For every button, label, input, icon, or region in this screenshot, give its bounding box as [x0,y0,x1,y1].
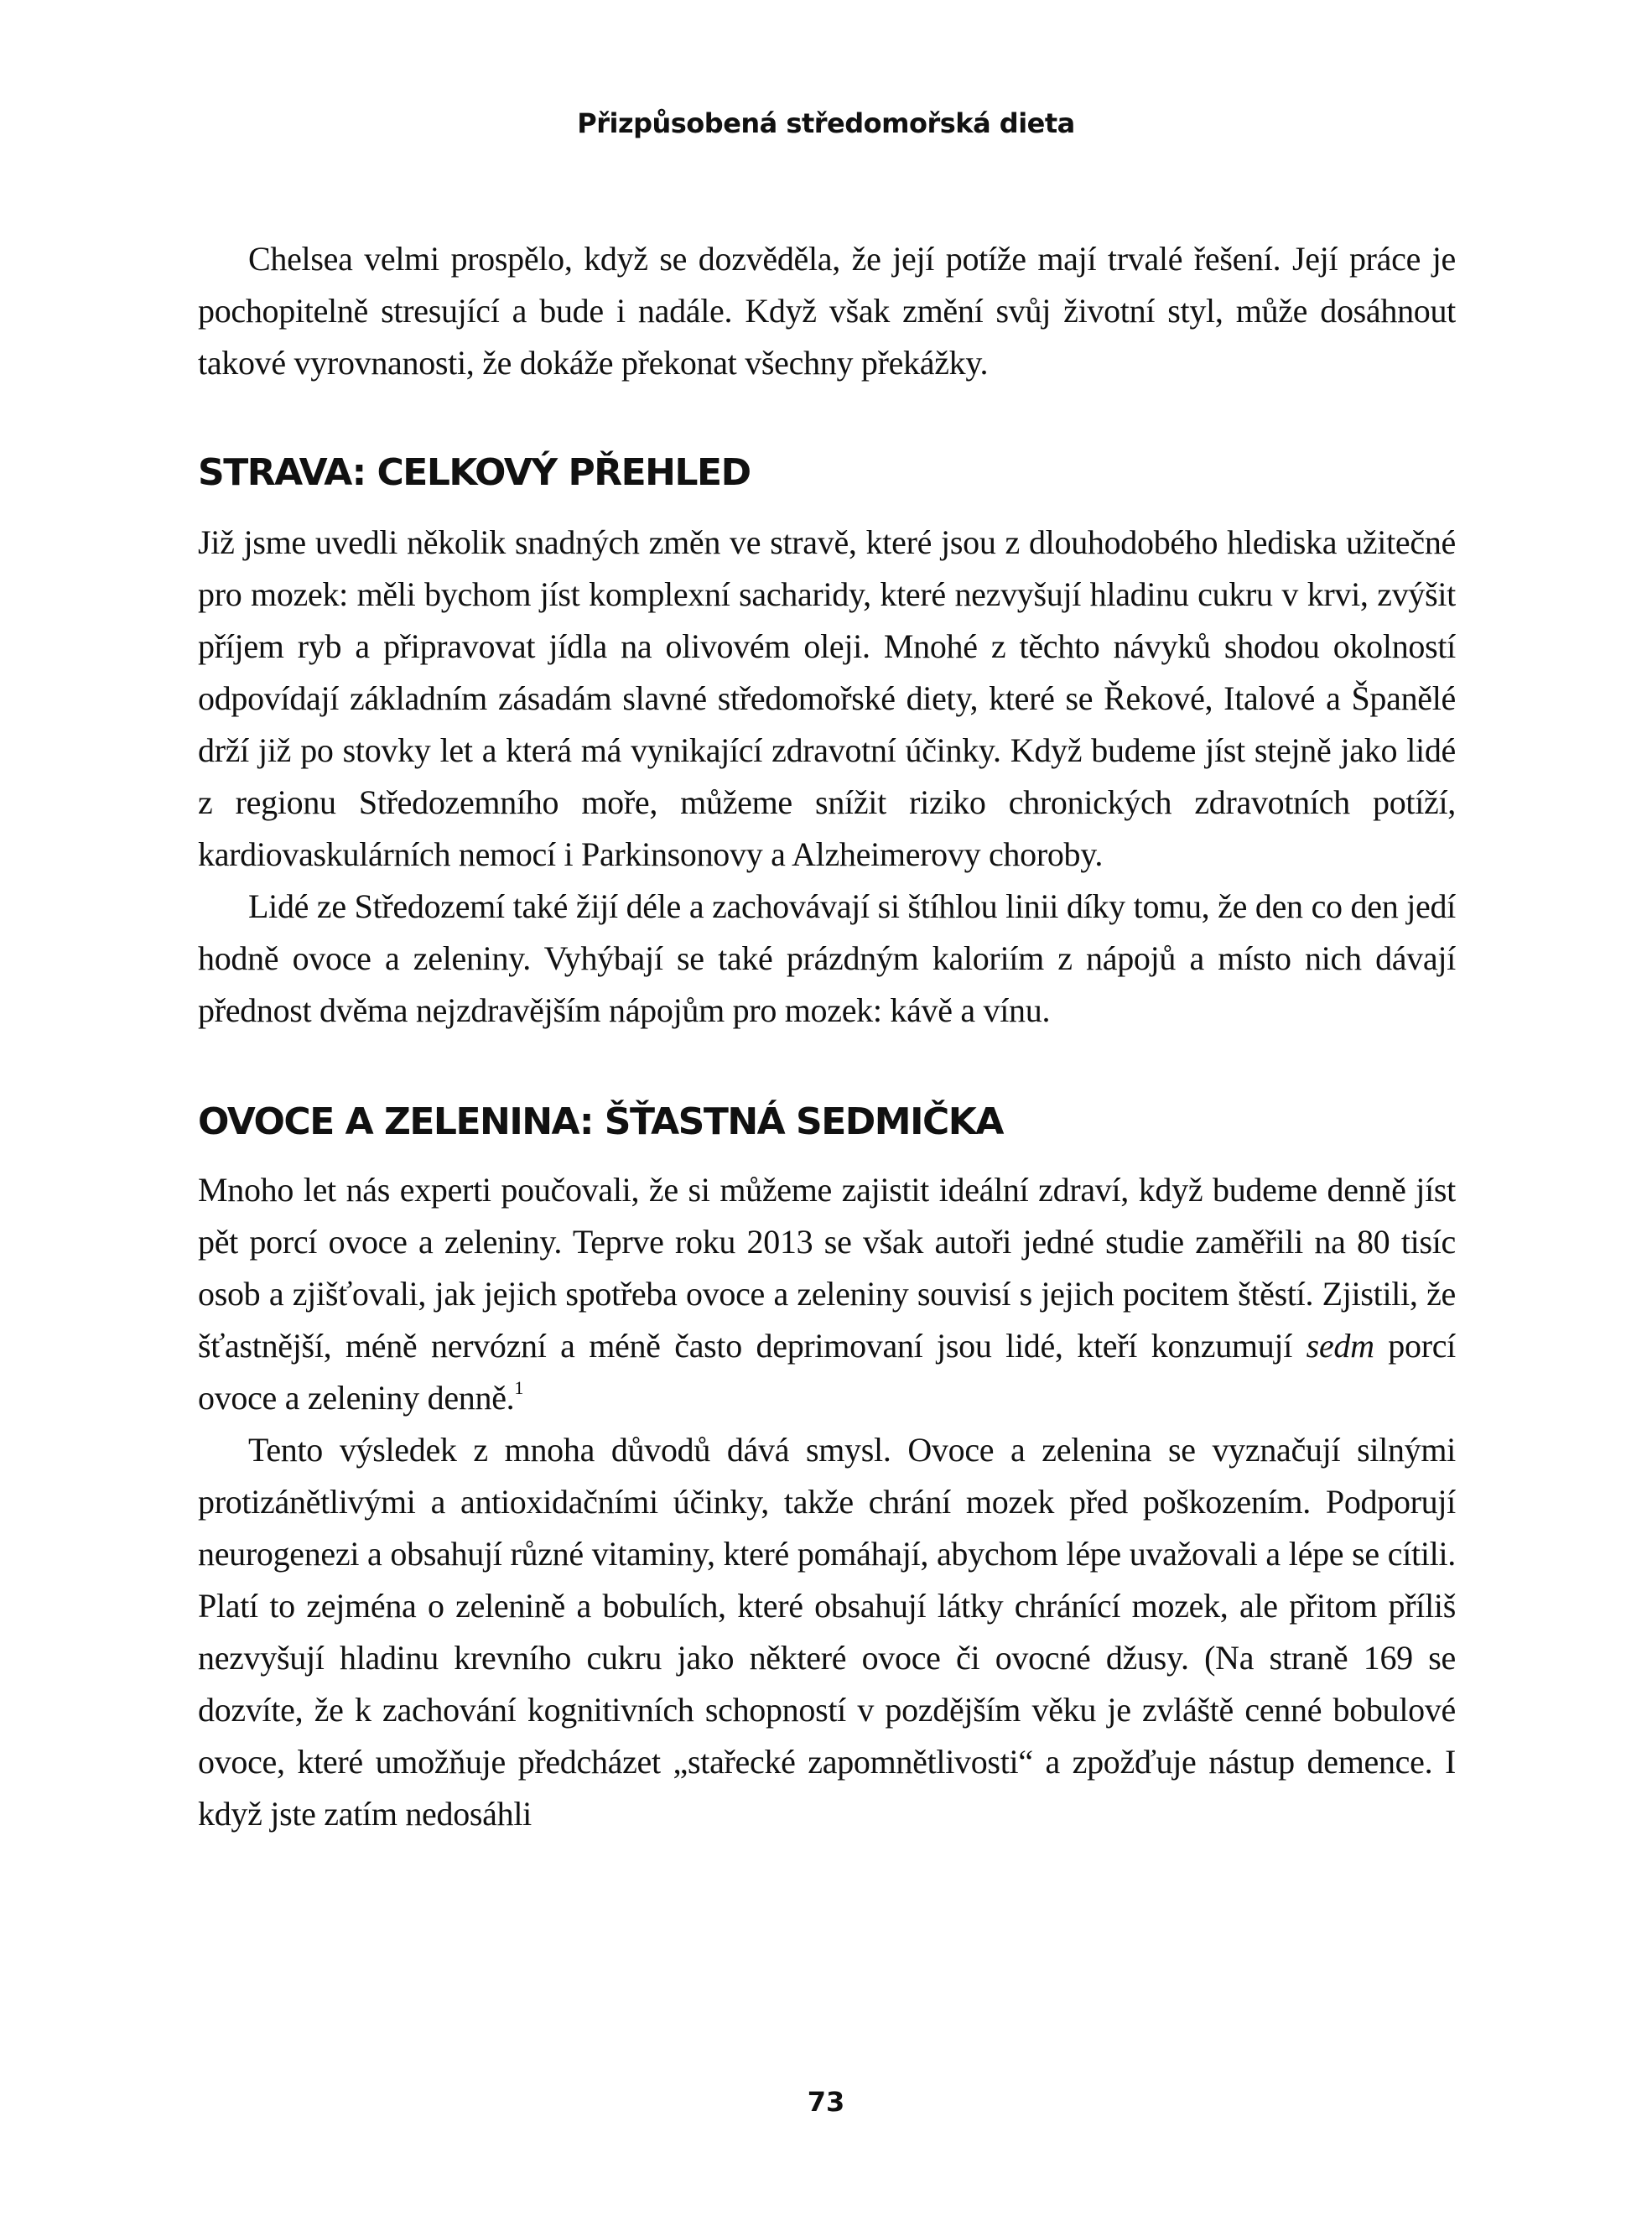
running-head: Přizpůsobená středomořská dieta [577,107,1075,139]
paragraph [198,1164,1456,1424]
page-number: 73 [807,2086,845,2118]
paragraph-text: porcí ovoce a zeleniny denně. [198,1327,1456,1417]
paragraph-text: Mnoho let nás experti poučovali, že si můžeme zajistit ideální zdraví, když budeme denně jíst pět porcí ovoce a zeleniny. Teprve roku 2013 se však autoři jedné studie zaměřili na 80 tisíc osob a zjišťovali, jak jejich spotřeba ovoce a zeleniny souvisí s jejich pocitem štěstí. Zjistili, že šťastnější, méně nervózní a méně často deprimovaní jsou lidé, kteří konzumují [198,1171,1456,1365]
paragraph: Tento výsledek z mnoha důvodů dává smysl. Ovoce a zelenina se vyznačují silnými protizánětlivými a antioxidačními účinky, takže chrání mozek před poškozením. Podporují neurogenezi a obsahují různé vitaminy, které pomáhají, abychom lépe uvažovali a lépe se cítili. Platí to zejména o zelenině a bobulích, které obsahují látky chránící mozek, ale přitom příliš nezvyšují hladinu krevního cukru jako některé ovoce či ovocné džusy. (Na straně 169 se dozvíte, že k zachování kognitivních schopností v pozdějším věku je zvláště cenné bobulové ovoce, které umožňuje předcházet „stařecké zapomnětlivosti“ a zpožďuje nástup demence. I když jste zatím nedosáhli [198,1431,1456,1833]
intro-paragraph: Chelsea velmi prospělo, když se dozvěděla, že její potíže mají trvalé řešení. Její práce je pochopitelně stresující a bude i nadále. Když však změní svůj životní styl, může dosáhnout takové vyrovnanosti, že dokáže překonat všechny překážky. [198,240,1456,382]
footnote-reference[interactable]: 1 [514,1377,524,1398]
paragraph: Již jsme uvedli několik snadných změn ve stravě, které jsou z dlouhodobého hlediska užitečné pro mozek: měli bychom jíst komplexní sacharidy, které nezvyšují hladinu cukru v krvi, zvýšit příjem ryb a připravovat jídla na olivovém oleji. Mnohé z těchto návyků shodou okolností odpovídají základním zásadám slavné středomořské diety, které se Řekové, Italové a Španělé drží již po stovky let a která má vynikající zdravotní účinky. Když budeme jíst stejně jako lidé z regionu Středozemního moře, můžeme snížit riziko chronických zdravotních potíží, kardiovaskulárních nemocí i Parkinsonovy a Alzheimerovy choroby. [198,523,1456,873]
page-body [198,233,1456,1840]
section-heading-ovoce: OVOCE A ZELENINA: ŠŤASTNÁ SEDMIČKA [198,1100,1003,1143]
paragraph: Lidé ze Středozemí také žijí déle a zachovávají si štíhlou linii díky tomu, že den co den jedí hodně ovoce a zeleniny. Vyhýbají se také prázdným kaloriím z nápojů a místo nich dávají přednost dvěma nejzdravějším nápojům pro mozek: kávě a vínu. [198,887,1456,1029]
emphasis-text: sedm [1306,1327,1374,1365]
section-heading-strava: STRAVA: CELKOVÝ PŘEHLED [198,451,751,494]
